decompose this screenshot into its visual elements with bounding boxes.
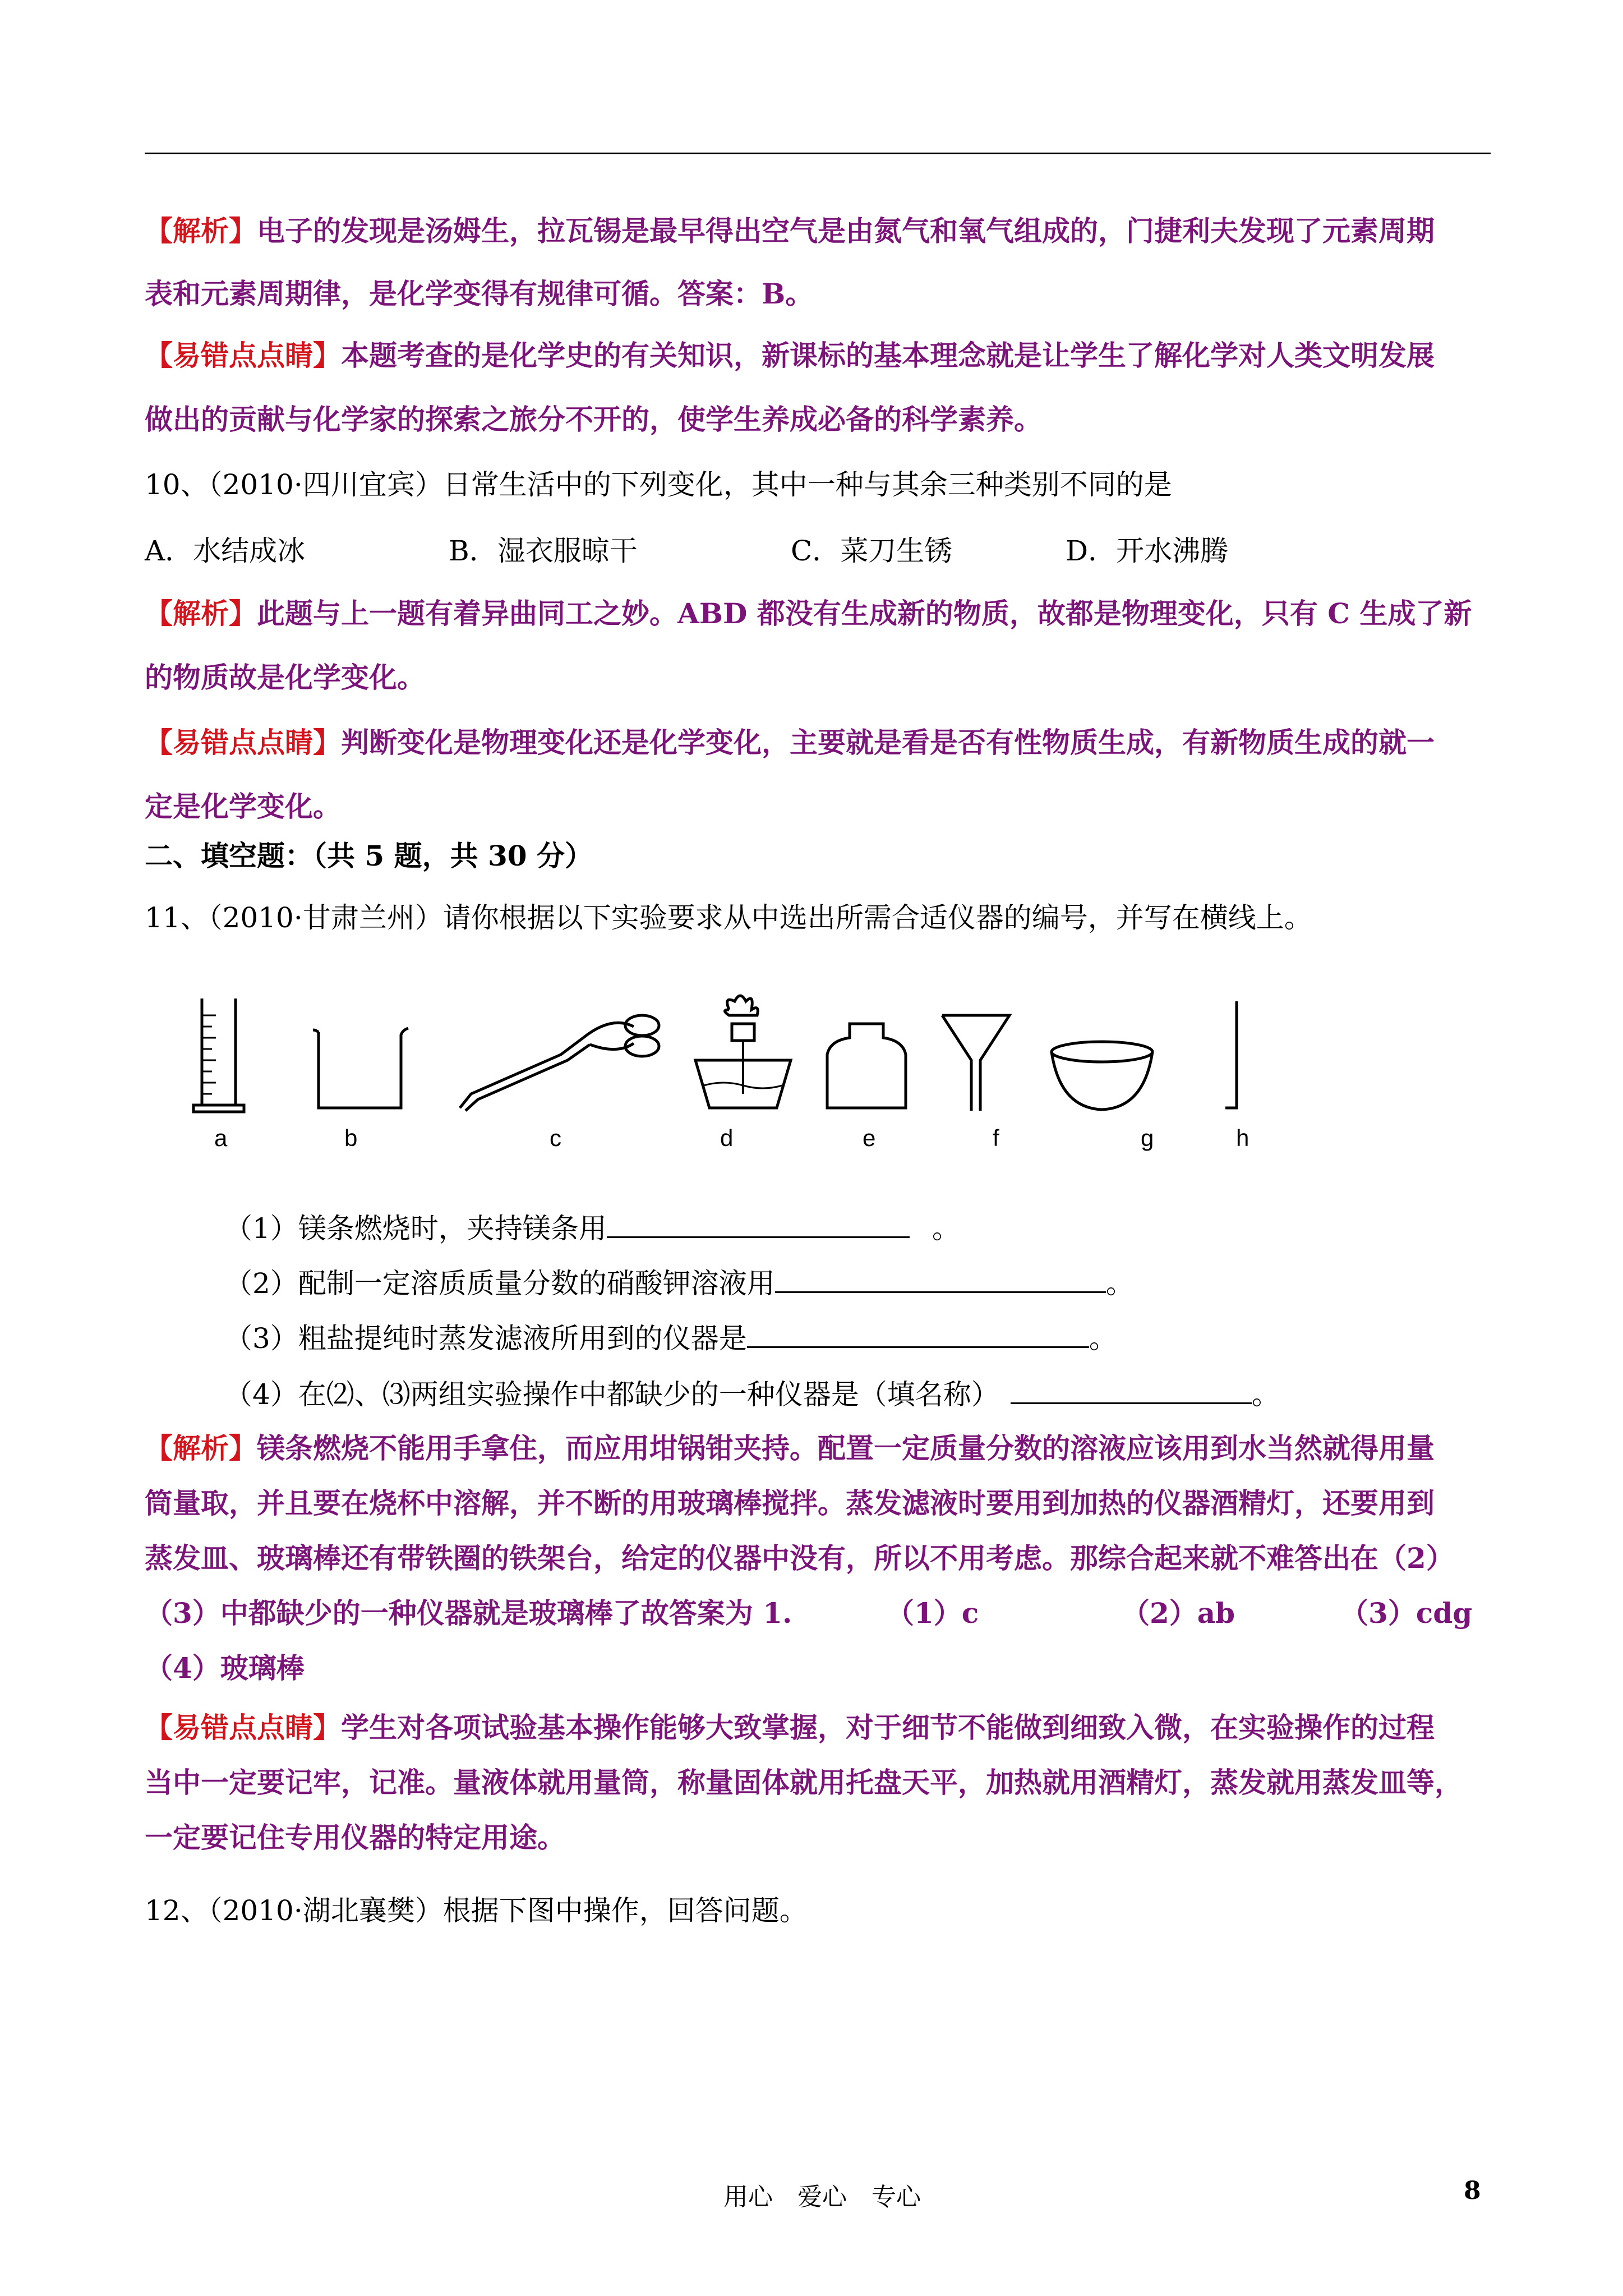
q9-tip-line1: 【易错点点睛】本题考查的是化学史的有关知识，新课标的基本理念就是让学生了解化学对人类文明发展	[145, 339, 1435, 372]
beaker-icon	[313, 1028, 408, 1108]
analysis-tag: 【解析】	[145, 1432, 257, 1465]
apparatus-label-g: g	[1141, 1125, 1154, 1151]
page-footer: 用心 爱心 专心	[723, 2183, 921, 2211]
q11-sub3: （3）粗盐提纯时蒸发滤液所用到的仪器是 。	[224, 1318, 1117, 1358]
q11-sub2: （2）配制一定溶质质量分数的硝酸钾溶液用 。	[224, 1263, 1134, 1303]
q11-answer-2: （2）ab	[1122, 1596, 1235, 1630]
page-number: 8	[1464, 2177, 1481, 2205]
tip-tag: 【易错点点睛】	[145, 726, 341, 759]
q11-answer-1: （1）c	[886, 1596, 979, 1630]
apparatus-label-e: e	[863, 1125, 876, 1151]
crucible-tongs-icon	[460, 1015, 659, 1111]
q10-tip-line1: 【易错点点睛】判断变化是物理变化还是化学变化，主要就是看是否有性物质生成，有新物质生成的就一	[145, 726, 1435, 759]
funnel-icon	[942, 1015, 1009, 1111]
q11-analysis-line5: （4）玻璃棒	[145, 1651, 305, 1685]
q11-tip-line1: 【易错点点睛】学生对各项试验基本操作能够大致掌握，对于细节不能做到细致入微，在实验操作的过程	[145, 1711, 1435, 1744]
q10-analysis-line1: 【解析】此题与上一题有着异曲同工之妙。ABD 都没有生成新的物质，故都是物理变化，只有 C 生成了新	[145, 597, 1472, 630]
graduated-cylinder-icon	[193, 999, 244, 1112]
answer-blank[interactable]	[747, 1318, 1089, 1348]
analysis-tag: 【解析】	[145, 597, 257, 630]
answer-blank[interactable]	[607, 1208, 910, 1238]
apparatus-label-c: c	[550, 1125, 561, 1151]
q11-analysis-line3: 蒸发皿、玻璃棒还有带铁圈的铁架台，给定的仪器中没有，所以不用考虑。那综合起来就不难答出在（2）	[145, 1542, 1454, 1575]
apparatus-label-f: f	[993, 1125, 999, 1151]
q11-analysis-line2: 筒量取，并且要在烧杯中溶解，并不断的用玻璃棒搅拌。蒸发滤液时要用到加热的仪器酒精灯，还要用到	[145, 1487, 1435, 1520]
evaporating-dish-icon	[1052, 1042, 1152, 1110]
q10-option-d: D．开水沸腾	[1066, 535, 1229, 567]
q11-tip-line3: 一定要记住专用仪器的特定用途。	[145, 1821, 565, 1854]
q10-option-c: C．菜刀生锈	[791, 535, 953, 567]
reagent-bottle-icon	[827, 1024, 906, 1108]
section-heading: 二、填空题：（共 5 题，共 30 分）	[145, 839, 593, 872]
apparatus-label-d: d	[720, 1125, 734, 1151]
q9-tip-line2: 做出的贡献与化学家的探索之旅分不开的，使学生养成必备的科学素养。	[145, 403, 1042, 436]
answer-blank[interactable]	[1011, 1374, 1252, 1404]
q10-analysis-line2: 的物质故是化学变化。	[145, 661, 425, 694]
apparatus-label-a: a	[214, 1125, 228, 1151]
q11-analysis-line4: （3）中都缺少的一种仪器就是玻璃棒了故答案为 1.	[145, 1596, 792, 1630]
q9-analysis-line2: 表和元素周期律，是化学变得有规律可循。答案：B。	[145, 277, 814, 310]
q11-sub4: （4）在⑵、⑶两组实验操作中都缺少的一种仪器是（填名称） 。	[224, 1374, 1280, 1414]
apparatus-label-b: b	[344, 1125, 358, 1151]
answer-blank[interactable]	[775, 1263, 1106, 1293]
header-rule	[145, 153, 1491, 154]
apparatus-label-h: h	[1236, 1125, 1249, 1151]
q11-analysis-line1: 【解析】镁条燃烧不能用手拿住，而应用坩锅钳夹持。配置一定质量分数的溶液应该用到水当然就得用量	[145, 1432, 1435, 1465]
alcohol-lamp-icon	[695, 996, 791, 1108]
q11-tip-line2: 当中一定要记牢，记准。量液体就用量筒，称量固体就用托盘天平，加热就用酒精灯，蒸发就用蒸发皿等，	[145, 1766, 1463, 1799]
q10-tip-line2: 定是化学变化。	[145, 790, 341, 823]
q10-option-b: B．湿衣服晾干	[449, 535, 638, 567]
glass-rod-icon	[1225, 1001, 1237, 1108]
q11-answer-3: （3）cdg	[1340, 1596, 1473, 1630]
q11-sub1: （1）镁条燃烧时，夹持镁条用 。	[224, 1208, 960, 1248]
q11-stem: 11、（2010·甘肃兰州）请你根据以下实验要求从中选出所需合适仪器的编号，并写在横线上。	[145, 901, 1312, 934]
analysis-tag: 【解析】	[145, 214, 257, 247]
tip-tag: 【易错点点睛】	[145, 339, 341, 372]
q10-option-a: A．水结成冰	[145, 535, 306, 567]
q9-analysis-line1: 【解析】电子的发现是汤姆生，拉瓦锡是最早得出空气是由氮气和氧气组成的，门捷利夫发现了元素周期	[145, 214, 1435, 247]
tip-tag: 【易错点点睛】	[145, 1711, 341, 1744]
q10-stem: 10、（2010·四川宜宾）日常生活中的下列变化，其中一种与其余三种类别不同的是	[145, 468, 1172, 501]
q12-stem: 12、（2010·湖北襄樊）根据下图中操作，回答问题。	[145, 1894, 808, 1927]
